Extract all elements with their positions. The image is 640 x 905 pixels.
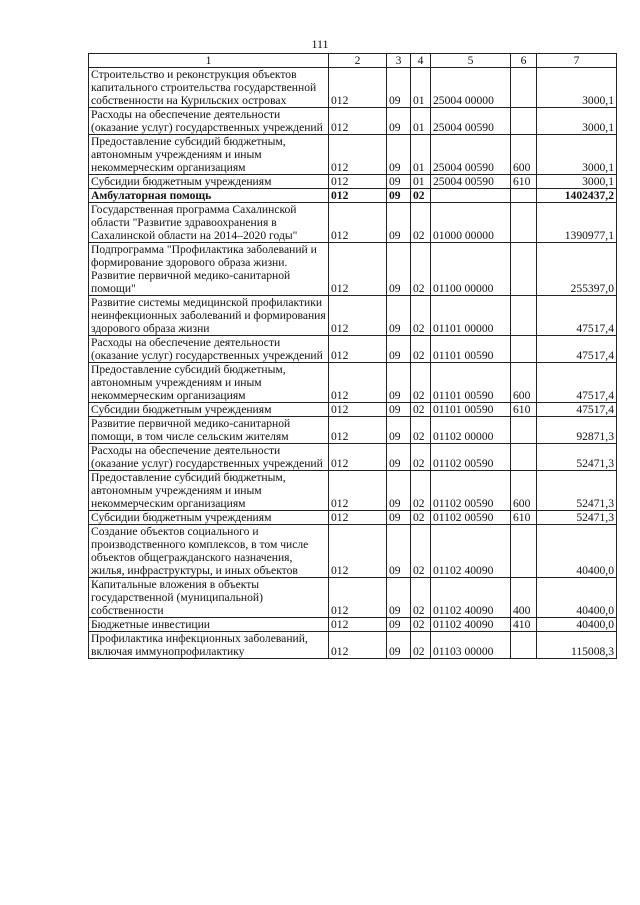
subsection-code-cell: 01	[411, 68, 431, 108]
table-row	[89, 203, 617, 243]
expense-type-cell	[511, 243, 537, 296]
expense-type-cell	[511, 525, 537, 578]
amount-cell: 1402437,2	[537, 189, 617, 203]
subsection-code-cell: 02	[411, 336, 431, 363]
expense-type-cell	[511, 108, 537, 135]
target-article-cell: 01101 00590	[431, 336, 511, 363]
column-header: 5	[431, 54, 511, 68]
expense-type-cell	[511, 417, 537, 444]
section-code-cell: 09	[387, 243, 411, 296]
target-article-cell: 01102 40090	[431, 525, 511, 578]
amount-cell: 3000,1	[537, 68, 617, 108]
item-name-cell: Развитие первичной медико-санитарной помощи, в том числе сельским жителям	[89, 417, 329, 444]
section-code-cell: 09	[387, 632, 411, 659]
expense-type-cell: 400	[511, 578, 537, 618]
expense-type-cell	[511, 336, 537, 363]
table-row	[89, 403, 617, 417]
target-article-cell: 25004 00590	[431, 175, 511, 189]
expense-type-cell: 610	[511, 175, 537, 189]
amount-cell: 1390977,1	[537, 203, 617, 243]
item-name-cell: Подпрограмма "Профилактика заболеваний и формирование здорового образа жизни. Развитие первичной медико-санитарной помощи"	[89, 243, 329, 296]
target-article-cell: 01000 00000	[431, 203, 511, 243]
ministry-code-cell: 012	[329, 417, 387, 444]
table-row	[89, 175, 617, 189]
column-header: 7	[537, 54, 617, 68]
expense-type-cell: 600	[511, 363, 537, 403]
column-header: 4	[411, 54, 431, 68]
amount-cell: 255397,0	[537, 243, 617, 296]
item-name-cell: Предоставление субсидий бюджетным, автономным учреждениям и иным некоммерческим организациям	[89, 135, 329, 175]
item-name-cell: Предоставление субсидий бюджетным, автономным учреждениям и иным некоммерческим организациям	[89, 471, 329, 511]
item-name-cell: Предоставление субсидий бюджетным, автономным учреждениям и иным некоммерческим организациям	[89, 363, 329, 403]
subsection-code-cell: 02	[411, 189, 431, 203]
item-name-cell: Субсидии бюджетным учреждениям	[89, 403, 329, 417]
expense-type-cell	[511, 296, 537, 336]
ministry-code-cell: 012	[329, 525, 387, 578]
subsection-code-cell: 02	[411, 578, 431, 618]
table-row	[89, 336, 617, 363]
subsection-code-cell: 02	[411, 243, 431, 296]
table-row	[89, 363, 617, 403]
section-code-cell: 09	[387, 511, 411, 525]
target-article-cell: 01102 00590	[431, 471, 511, 511]
target-article-cell: 01101 00590	[431, 363, 511, 403]
subsection-code-cell: 01	[411, 108, 431, 135]
section-code-cell: 09	[387, 417, 411, 444]
subsection-code-cell: 02	[411, 471, 431, 511]
ministry-code-cell: 012	[329, 444, 387, 471]
column-header: 3	[387, 54, 411, 68]
table-row	[89, 243, 617, 296]
amount-cell: 47517,4	[537, 363, 617, 403]
expense-type-cell	[511, 189, 537, 203]
section-code-cell: 09	[387, 296, 411, 336]
subsection-code-cell: 02	[411, 511, 431, 525]
table-row	[89, 618, 617, 632]
expense-type-cell: 600	[511, 135, 537, 175]
section-code-cell: 09	[387, 471, 411, 511]
item-name-cell: Субсидии бюджетным учреждениям	[89, 175, 329, 189]
item-name-cell: Расходы на обеспечение деятельности (оказание услуг) государственных учреждений	[89, 444, 329, 471]
target-article-cell: 01103 00000	[431, 632, 511, 659]
target-article-cell: 01102 40090	[431, 618, 511, 632]
section-code-cell: 09	[387, 444, 411, 471]
section-code-cell: 09	[387, 135, 411, 175]
column-header: 2	[329, 54, 387, 68]
ministry-code-cell: 012	[329, 203, 387, 243]
item-name-cell: Расходы на обеспечение деятельности (оказание услуг) государственных учреждений	[89, 108, 329, 135]
expense-type-cell: 610	[511, 511, 537, 525]
target-article-cell: 01100 00000	[431, 243, 511, 296]
amount-cell: 47517,4	[537, 296, 617, 336]
item-name-cell: Субсидии бюджетным учреждениям	[89, 511, 329, 525]
subsection-code-cell: 02	[411, 417, 431, 444]
amount-cell: 3000,1	[537, 175, 617, 189]
table-row	[89, 135, 617, 175]
amount-cell: 3000,1	[537, 108, 617, 135]
subsection-code-cell: 02	[411, 525, 431, 578]
table-row	[89, 471, 617, 511]
amount-cell: 3000,1	[537, 135, 617, 175]
budget-table	[88, 53, 617, 659]
expense-type-cell: 600	[511, 471, 537, 511]
amount-cell: 40400,0	[537, 525, 617, 578]
page-number: 111	[311, 37, 329, 51]
amount-cell: 47517,4	[537, 403, 617, 417]
expense-type-cell	[511, 444, 537, 471]
ministry-code-cell: 012	[329, 175, 387, 189]
amount-cell: 115008,3	[537, 632, 617, 659]
ministry-code-cell: 012	[329, 135, 387, 175]
item-name-cell: Амбулаторная помощь	[89, 189, 329, 203]
target-article-cell: 01101 00590	[431, 403, 511, 417]
item-name-cell: Профилактика инфекционных заболеваний, включая иммунопрофилактику	[89, 632, 329, 659]
target-article-cell: 01102 40090	[431, 578, 511, 618]
section-code-cell: 09	[387, 189, 411, 203]
ministry-code-cell: 012	[329, 403, 387, 417]
section-code-cell: 09	[387, 525, 411, 578]
expense-type-cell: 410	[511, 618, 537, 632]
ministry-code-cell: 012	[329, 363, 387, 403]
subsection-code-cell: 02	[411, 444, 431, 471]
ministry-code-cell: 012	[329, 632, 387, 659]
section-code-cell: 09	[387, 175, 411, 189]
target-article-cell: 25004 00000	[431, 68, 511, 108]
target-article-cell	[431, 189, 511, 203]
column-header: 1	[89, 54, 329, 68]
subsection-code-cell: 02	[411, 403, 431, 417]
ministry-code-cell: 012	[329, 578, 387, 618]
subsection-code-cell: 02	[411, 632, 431, 659]
subsection-code-cell: 01	[411, 135, 431, 175]
ministry-code-cell: 012	[329, 108, 387, 135]
ministry-code-cell: 012	[329, 296, 387, 336]
ministry-code-cell: 012	[329, 68, 387, 108]
item-name-cell: Бюджетные инвестиции	[89, 618, 329, 632]
table-row	[89, 525, 617, 578]
item-name-cell: Расходы на обеспечение деятельности (оказание услуг) государственных учреждений	[89, 336, 329, 363]
table-row	[89, 578, 617, 618]
target-article-cell: 01101 00000	[431, 296, 511, 336]
item-name-cell: Создание объектов социального и производственного комплексов, в том числе объектов общегражданского назначения, жилья, инфраструктуры, и иных объектов	[89, 525, 329, 578]
section-code-cell: 09	[387, 363, 411, 403]
section-code-cell: 09	[387, 108, 411, 135]
item-name-cell: Развитие системы медицинской профилактики неинфекционных заболеваний и формирования здорового образа жизни	[89, 296, 329, 336]
subsection-code-cell: 02	[411, 618, 431, 632]
item-name-cell: Капитальные вложения в объекты государственной (муниципальной) собственности	[89, 578, 329, 618]
expense-type-cell	[511, 68, 537, 108]
subsection-code-cell: 02	[411, 203, 431, 243]
subsection-code-cell: 02	[411, 363, 431, 403]
item-name-cell: Строительство и реконструкция объектов капитального строительства государственной собственности на Курильских островах	[89, 68, 329, 108]
table-row	[89, 417, 617, 444]
expense-type-cell: 610	[511, 403, 537, 417]
amount-cell: 40400,0	[537, 618, 617, 632]
section-code-cell: 09	[387, 203, 411, 243]
ministry-code-cell: 012	[329, 336, 387, 363]
target-article-cell: 25004 00590	[431, 108, 511, 135]
section-code-cell: 09	[387, 336, 411, 363]
subsection-code-cell: 02	[411, 296, 431, 336]
amount-cell: 52471,3	[537, 471, 617, 511]
target-article-cell: 01102 00590	[431, 444, 511, 471]
amount-cell: 92871,3	[537, 417, 617, 444]
table-row	[89, 68, 617, 108]
amount-cell: 52471,3	[537, 511, 617, 525]
expense-type-cell	[511, 632, 537, 659]
section-code-cell: 09	[387, 578, 411, 618]
column-header: 6	[511, 54, 537, 68]
amount-cell: 40400,0	[537, 578, 617, 618]
table-row	[89, 189, 617, 203]
ministry-code-cell: 012	[329, 471, 387, 511]
target-article-cell: 01102 00000	[431, 417, 511, 444]
section-code-cell: 09	[387, 403, 411, 417]
ministry-code-cell: 012	[329, 243, 387, 296]
table-row	[89, 632, 617, 659]
table-row	[89, 444, 617, 471]
ministry-code-cell: 012	[329, 189, 387, 203]
table-row	[89, 108, 617, 135]
table-header-row	[89, 54, 617, 68]
ministry-code-cell: 012	[329, 618, 387, 632]
section-code-cell: 09	[387, 618, 411, 632]
subsection-code-cell: 01	[411, 175, 431, 189]
item-name-cell: Государственная программа Сахалинской области "Развитие здравоохранения в Сахалинской области на 2014–2020 годы"	[89, 203, 329, 243]
ministry-code-cell: 012	[329, 511, 387, 525]
table-row	[89, 296, 617, 336]
target-article-cell: 01102 00590	[431, 511, 511, 525]
expense-type-cell	[511, 203, 537, 243]
section-code-cell: 09	[387, 68, 411, 108]
target-article-cell: 25004 00590	[431, 135, 511, 175]
table-row	[89, 511, 617, 525]
amount-cell: 47517,4	[537, 336, 617, 363]
amount-cell: 52471,3	[537, 444, 617, 471]
